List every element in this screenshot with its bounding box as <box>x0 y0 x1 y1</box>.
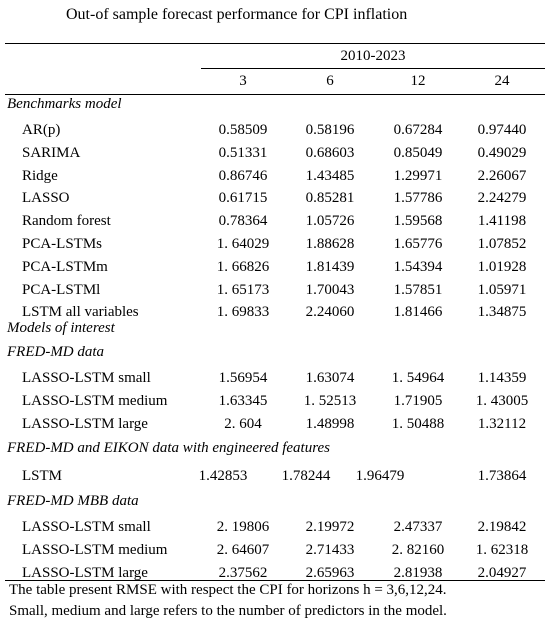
bottom-rule <box>5 580 545 581</box>
header-rule <box>5 94 545 95</box>
table-cell: 1.57786 <box>393 190 443 207</box>
table-cell: 2.47337 <box>393 519 443 535</box>
table-cell: 1. 66826 <box>216 258 270 275</box>
table-row <box>0 234 550 258</box>
table-row <box>0 211 550 235</box>
table-note: The table present RMSE with respect the CPI for horizons h = 3,6,12,24. <box>9 582 447 598</box>
row-label: PCA-LSTMs <box>22 236 103 252</box>
table-cell: 1.54394 <box>393 258 443 275</box>
table-cell: 1.29971 <box>393 167 443 184</box>
table-cell: 2. 604 <box>224 415 262 432</box>
table-cell: 1.73864 <box>477 468 527 484</box>
section-title: FRED-MD and EIKON data with engineered features <box>7 440 330 456</box>
table-cell: 2.19972 <box>305 519 355 535</box>
table-row <box>0 280 550 304</box>
table-cell: 2.71433 <box>305 541 355 558</box>
table-cell: 0.58196 <box>305 122 355 138</box>
table-cell: 1.05726 <box>305 213 355 230</box>
table-cell: 2.24279 <box>477 190 527 207</box>
horizon-header: 12 <box>410 73 426 89</box>
table-cell: 0.68603 <box>305 144 355 161</box>
table-row <box>0 540 550 564</box>
table-cell: 2.24060 <box>305 304 355 321</box>
table-cell: 1.63074 <box>305 370 355 386</box>
table-cell: 2.81938 <box>393 564 443 581</box>
row-label: LASSO-LSTM medium <box>22 541 168 558</box>
table-cell: 2.04927 <box>477 564 527 581</box>
row-label: LASSO-LSTM large <box>22 415 148 432</box>
row-label: PCA-LSTMl <box>22 281 101 298</box>
table-cell: 1.01928 <box>477 258 527 275</box>
table-cell: 1. 62318 <box>475 541 529 558</box>
table-cell: 1.43485 <box>305 167 355 184</box>
table-cell: 1.05971 <box>477 281 527 298</box>
table-cell: 2. 64607 <box>216 541 270 558</box>
table-note: Small, medium and large refers to the number of predictors in the model. <box>9 603 447 619</box>
table-row <box>0 517 550 541</box>
table-cell: 1. 43005 <box>475 392 529 409</box>
table-cell: 2.65963 <box>305 564 355 581</box>
table-cell: 1.96479 <box>355 468 405 484</box>
section-title: FRED-MD data <box>7 344 105 360</box>
top-rule <box>5 43 545 44</box>
table-cell: 1.71905 <box>393 392 443 409</box>
table-cell: 1.57851 <box>393 281 443 298</box>
table-cell: 2. 82160 <box>391 541 445 558</box>
table-cell: 1. 52513 <box>303 392 357 409</box>
period-header: 2010-2023 <box>340 48 406 64</box>
table-cell: 1.70043 <box>305 281 355 298</box>
row-label: LSTM all variables <box>22 304 139 321</box>
table-cell: 1.81439 <box>305 258 355 275</box>
table-caption: Out-of sample forecast performance for CPI inflation <box>66 6 408 23</box>
table-cell: 0.61715 <box>218 190 268 207</box>
table-cell: 1.32112 <box>477 415 527 432</box>
table-cell: 2.37562 <box>218 564 268 581</box>
table-cell: 0.67284 <box>393 122 443 138</box>
table-row <box>0 257 550 281</box>
table-cell: 0.85281 <box>305 190 355 207</box>
table-cell: 1.63345 <box>218 392 268 409</box>
section-title: Models of interest <box>7 320 115 336</box>
table-cell: 1.07852 <box>477 236 527 252</box>
table-cell: 1.48998 <box>305 415 355 432</box>
table-row <box>0 188 550 212</box>
row-label: AR(p) <box>22 122 61 138</box>
table-cell: 1.88628 <box>305 236 355 252</box>
table-cell: 0.86746 <box>218 167 268 184</box>
table-row <box>0 391 550 415</box>
table-row <box>0 414 550 438</box>
table-row <box>0 120 550 144</box>
table-cell: 0.97440 <box>477 122 527 138</box>
section-title: Benchmarks model <box>7 96 122 112</box>
row-label: LASSO-LSTM medium <box>22 392 168 409</box>
table-cell: 2.26067 <box>477 167 527 184</box>
table-row <box>0 143 550 167</box>
row-label: LSTM <box>22 468 63 484</box>
row-label: Random forest <box>22 213 111 230</box>
table-cell: 1. 65173 <box>216 281 270 298</box>
row-label: SARIMA <box>22 144 81 161</box>
table-cell: 0.51331 <box>218 144 268 161</box>
table-cell: 0.58509 <box>218 122 268 138</box>
table-row <box>0 368 550 392</box>
table-cell: 1.34875 <box>477 304 527 321</box>
row-label: LASSO-LSTM small <box>22 370 151 386</box>
table-cell: 0.78364 <box>218 213 268 230</box>
row-label: LASSO-LSTM large <box>22 564 148 581</box>
table-cell: 1. 50488 <box>391 415 445 432</box>
section-title: FRED-MD MBB data <box>7 493 139 509</box>
table-cell: 2. 19806 <box>216 519 270 535</box>
table-cell: 0.49029 <box>477 144 527 161</box>
row-label: LASSO-LSTM small <box>22 519 151 535</box>
row-label: Ridge <box>22 167 58 184</box>
table-cell: 1.41198 <box>477 213 527 230</box>
horizon-header: 3 <box>239 73 247 89</box>
table-cell: 1.65776 <box>393 236 443 252</box>
table-cell: 0.85049 <box>393 144 443 161</box>
table-cell: 1.42853 <box>198 468 248 484</box>
period-rule <box>201 68 545 69</box>
table-cell: 1.78244 <box>281 468 331 484</box>
table-cell: 1.14359 <box>477 370 527 386</box>
table-cell: 1.59568 <box>393 213 443 230</box>
table-cell: 1.81466 <box>393 304 443 321</box>
table-row <box>0 166 550 190</box>
table-row <box>0 466 550 490</box>
table-cell: 1. 69833 <box>216 304 270 321</box>
table-cell: 2.19842 <box>477 519 527 535</box>
row-label: LASSO <box>22 190 70 207</box>
horizon-header: 6 <box>326 73 334 89</box>
table-cell: 1. 64029 <box>216 236 270 252</box>
table-cell: 1. 54964 <box>391 370 445 386</box>
row-label: PCA-LSTMm <box>22 258 108 275</box>
horizon-header: 24 <box>494 73 510 89</box>
table-cell: 1.56954 <box>218 370 268 386</box>
